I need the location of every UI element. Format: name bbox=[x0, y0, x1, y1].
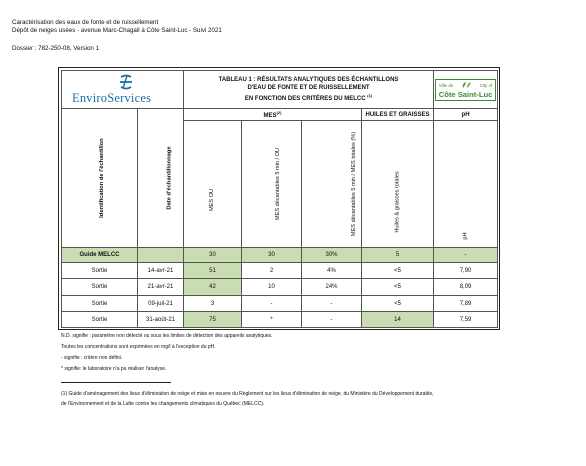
row-date: 31-août-21 bbox=[138, 312, 184, 328]
col-header-ph bbox=[434, 121, 498, 248]
col-header-mes2 bbox=[242, 121, 302, 248]
guide-date bbox=[138, 248, 184, 263]
col-header-mes3 bbox=[302, 121, 362, 248]
row-date: 21-avr-21 bbox=[138, 279, 184, 296]
results-table bbox=[61, 70, 498, 328]
col-header-date bbox=[138, 109, 184, 248]
row-ph: 7,59 bbox=[434, 312, 498, 328]
col-header-mes3-text: MES décantables 5 min / MES totales (%) bbox=[351, 131, 358, 237]
guide-row bbox=[62, 248, 498, 263]
table-title-superscript: (1) bbox=[367, 93, 373, 98]
cote-saint-luc-logo-cell bbox=[434, 71, 498, 109]
header-line-1: Caractérisation des eaux de fonte et de ruissellement bbox=[12, 19, 159, 26]
csl-city-text: City of bbox=[479, 82, 493, 88]
col-header-mes2-text: MES décantables 5 min / OU bbox=[275, 147, 282, 221]
enviroservices-logo-text: EnviroServices bbox=[72, 90, 152, 105]
col-header-ph-text: pH bbox=[462, 232, 469, 240]
row-id: Sortie bbox=[62, 312, 138, 328]
row-id: Sortie bbox=[62, 296, 138, 312]
row-ph: 7,89 bbox=[434, 296, 498, 312]
row-mes2: * bbox=[242, 312, 302, 328]
row-mes2: 2 bbox=[242, 263, 302, 279]
table-row bbox=[62, 279, 498, 296]
col-header-date-text: Date d'échantillonnage bbox=[166, 146, 173, 210]
table-row bbox=[62, 296, 498, 312]
footnote-1-line-1: (1) Guide d'aménagement des lieux d'élimination de neige et mise en oeuvre du Règlement sur les lieux d'élimination de neige, du Ministère du Développement durable, bbox=[61, 391, 434, 397]
row-mes3: 4% bbox=[302, 263, 362, 279]
table-title-line-2: D'EAU DE FONTE ET DE RUISSELLEMENT bbox=[247, 85, 370, 91]
table-row bbox=[62, 263, 498, 279]
row-mes1: 3 bbox=[184, 296, 242, 312]
group-header-ph: pH bbox=[434, 109, 498, 121]
row-mes1: 51 bbox=[184, 263, 242, 279]
guide-mes3: 30% bbox=[302, 248, 362, 263]
row-id: Sortie bbox=[62, 279, 138, 296]
col-header-mes1 bbox=[184, 121, 242, 248]
table-title-line-3: EN FONCTION DES CRITÈRES DU MELCC bbox=[244, 96, 366, 102]
group-header-mes-text: MES bbox=[263, 113, 277, 119]
row-mes1: 75 bbox=[184, 312, 242, 328]
leaf-icon bbox=[461, 81, 473, 89]
table-title-cell bbox=[184, 71, 434, 109]
row-ph: 8,09 bbox=[434, 279, 498, 296]
row-hg: <5 bbox=[362, 296, 434, 312]
header-line-2: Dépôt de neiges usées - avenue Marc-Chagall à Côte Saint-Luc - Suivi 2021 bbox=[12, 27, 222, 34]
row-date: 09-juil-21 bbox=[138, 296, 184, 312]
col-header-id bbox=[62, 109, 138, 248]
row-mes2: 10 bbox=[242, 279, 302, 296]
row-mes3: - bbox=[302, 312, 362, 328]
group-header-mes bbox=[184, 109, 362, 121]
guide-mes2: 30 bbox=[242, 248, 302, 263]
note-nd: N.D. signifie : paramètre non détecté ou sous les limites de détection des appareils analytiques. bbox=[61, 333, 273, 339]
group-header-huiles-graisses: HUILES ET GRAISSES bbox=[362, 109, 434, 121]
col-header-hg-text: Huiles & graisses totales bbox=[394, 171, 401, 233]
guide-ph: - bbox=[434, 248, 498, 263]
guide-label: Guide MELCC bbox=[62, 248, 138, 263]
csl-name-text: Côte Saint-Luc bbox=[438, 89, 493, 99]
csl-top-row bbox=[439, 81, 493, 90]
dossier-label: Dossier : 782-250-08, Version 1 bbox=[12, 45, 100, 52]
row-id: Sortie bbox=[62, 263, 138, 279]
table-title-line-1: TABLEAU 1 : RÉSULTATS ANALYTIQUES DES ÉCHANTILLONS bbox=[218, 77, 399, 83]
guide-mes1: 30 bbox=[184, 248, 242, 263]
table-title-line-3-wrap bbox=[184, 92, 433, 103]
col-header-id-text: Identification de l'échantillon bbox=[98, 138, 105, 218]
enviroservices-logo-cell bbox=[62, 71, 184, 109]
col-header-mes1-text: MES OU bbox=[209, 188, 216, 212]
row-mes3: - bbox=[302, 296, 362, 312]
row-date: 14-avr-21 bbox=[138, 263, 184, 279]
note-asterisk: * signifie: le laboratoire n'a pu réaliser l'analyse. bbox=[61, 366, 167, 372]
cote-saint-luc-logo bbox=[435, 79, 497, 101]
csl-ville-text: Ville de bbox=[438, 82, 454, 88]
row-mes3: 24% bbox=[302, 279, 362, 296]
row-hg: <5 bbox=[362, 279, 434, 296]
row-hg: 14 bbox=[362, 312, 434, 328]
row-mes2: - bbox=[242, 296, 302, 312]
footnote-divider bbox=[61, 382, 171, 383]
table-row bbox=[62, 312, 498, 328]
note-dash: - signifie : critère non défini. bbox=[61, 355, 123, 361]
row-hg: <5 bbox=[362, 263, 434, 279]
row-mes1: 42 bbox=[184, 279, 242, 296]
note-units: Toutes les concentrations sont exprimées en mg/l à l'exception du pH. bbox=[61, 344, 216, 350]
guide-hg: 5 bbox=[362, 248, 434, 263]
enviroservices-logo-icon bbox=[118, 74, 134, 90]
row-ph: 7,90 bbox=[434, 263, 498, 279]
footnote-1-line-2: de l'Environnement et de la Lutte contre les changements climatiques du Québec (MELCC). bbox=[61, 401, 265, 407]
col-header-hg bbox=[362, 121, 434, 248]
group-header-mes-sup: (2) bbox=[276, 110, 282, 115]
